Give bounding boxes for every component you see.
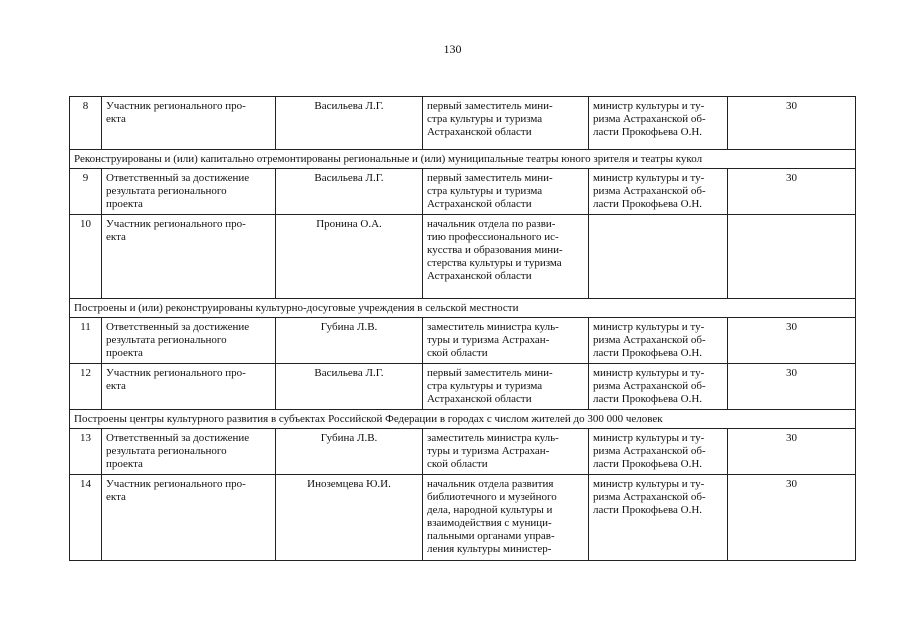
role-cell: Ответственный за достижение результата регионального проекта (102, 318, 276, 364)
section-title: Построены и (или) реконструированы культурно-досуговые учреждения в сельской местности (70, 299, 856, 318)
table-row (70, 169, 856, 215)
position-cell: первый заместитель мини- стра культуры и туризма Астраханской области (423, 97, 589, 150)
row-number: 12 (70, 364, 102, 410)
responsibility-table (69, 96, 856, 561)
row-number: 14 (70, 475, 102, 561)
role-cell: Участник регионального про- екта (102, 97, 276, 150)
position-cell: начальник отдела по разви- тию профессионального ис- кусства и образования мини- стерства культуры и туризма Астраханской области (423, 215, 589, 299)
table-row (70, 215, 856, 299)
person-name-cell: Губина Л.В. (276, 318, 423, 364)
row-number: 11 (70, 318, 102, 364)
row-number: 8 (70, 97, 102, 150)
role-cell: Участник регионального про- екта (102, 364, 276, 410)
person-name-cell: Губина Л.В. (276, 429, 423, 475)
row-number: 9 (70, 169, 102, 215)
section-header-row (70, 299, 856, 318)
value-cell: 30 (728, 169, 856, 215)
value-cell: 30 (728, 364, 856, 410)
supervisor-cell: министр культуры и ту- ризма Астраханской об- ласти Прокофьева О.Н. (589, 318, 728, 364)
person-name-cell: Васильева Л.Г. (276, 364, 423, 410)
position-cell: начальник отдела развития библиотечного и музейного дела, народной культуры и взаимодействия с муници- пальными органами управ- ления культуры министер- (423, 475, 589, 561)
row-number: 13 (70, 429, 102, 475)
role-cell: Участник регионального про- екта (102, 475, 276, 561)
person-name-cell: Иноземцева Ю.И. (276, 475, 423, 561)
value-cell: 30 (728, 475, 856, 561)
value-cell: 30 (728, 318, 856, 364)
page-number: 130 (443, 42, 462, 56)
position-cell: первый заместитель мини- стра культуры и туризма Астраханской области (423, 364, 589, 410)
supervisor-cell: министр культуры и ту- ризма Астраханской об- ласти Прокофьева О.Н. (589, 169, 728, 215)
position-cell: первый заместитель мини- стра культуры и туризма Астраханской области (423, 169, 589, 215)
role-cell: Участник регионального про- екта (102, 215, 276, 299)
table-row (70, 97, 856, 150)
value-cell: 30 (728, 429, 856, 475)
person-name-cell: Васильева Л.Г. (276, 97, 423, 150)
position-cell: заместитель министра куль- туры и туризма Астрахан- ской области (423, 318, 589, 364)
supervisor-cell: министр культуры и ту- ризма Астраханской об- ласти Прокофьева О.Н. (589, 97, 728, 150)
supervisor-cell: министр культуры и ту- ризма Астраханской об- ласти Прокофьева О.Н. (589, 364, 728, 410)
value-cell: 30 (728, 97, 856, 150)
person-name-cell: Пронина О.А. (276, 215, 423, 299)
supervisor-cell (589, 215, 728, 299)
section-header-row (70, 410, 856, 429)
supervisor-cell: министр культуры и ту- ризма Астраханской об- ласти Прокофьева О.Н. (589, 475, 728, 561)
role-cell: Ответственный за достижение результата регионального проекта (102, 169, 276, 215)
table-row (70, 318, 856, 364)
table-body (70, 97, 856, 561)
section-title: Реконструированы и (или) капитально отремонтированы региональные и (или) муниципальные театры юного зрителя и театры кукол (70, 150, 856, 169)
section-title: Построены центры культурного развития в субъектах Российской Федерации в городах с числом жителей до 300 000 человек (70, 410, 856, 429)
table-row (70, 429, 856, 475)
role-cell: Ответственный за достижение результата регионального проекта (102, 429, 276, 475)
supervisor-cell: министр культуры и ту- ризма Астраханской об- ласти Прокофьева О.Н. (589, 429, 728, 475)
value-cell (728, 215, 856, 299)
person-name-cell: Васильева Л.Г. (276, 169, 423, 215)
section-header-row (70, 150, 856, 169)
table-row (70, 364, 856, 410)
table-row (70, 475, 856, 561)
position-cell: заместитель министра куль- туры и туризма Астрахан- ской области (423, 429, 589, 475)
row-number: 10 (70, 215, 102, 299)
